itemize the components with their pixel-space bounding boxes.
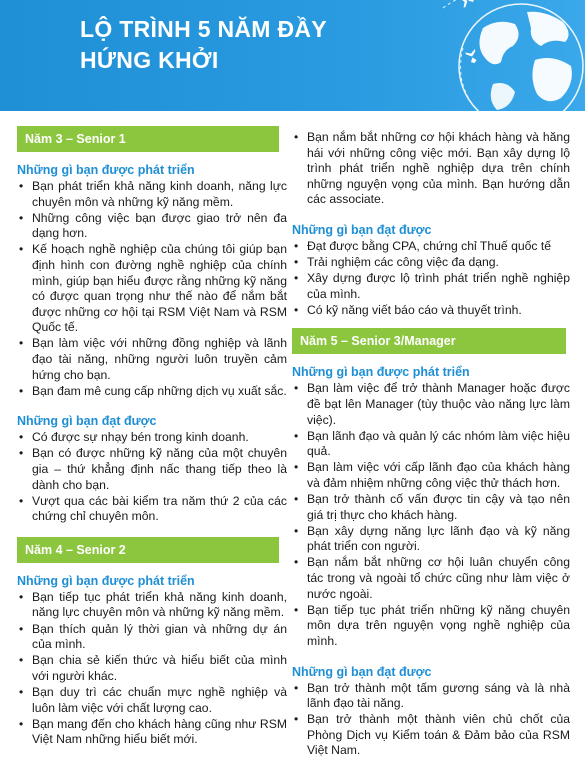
list-item: • Bạn tiếp tục phát triển khả năng kinh doanh, năng lực chuyên môn và những kỹ năng mềm. [17, 590, 287, 621]
year3-grow-heading: Những gì bạn được phát triển [17, 163, 195, 177]
globe-icon [423, 0, 585, 111]
year3-banner: Năm 3 – Senior 1 [17, 126, 279, 152]
list-item: • Những công việc bạn được giao trở nên đa dạng hơn. [17, 211, 287, 242]
year5-gain-heading: Những gì bạn đạt được [292, 664, 432, 679]
year3-grow-list [17, 179, 287, 399]
list-item: • Bạn làm việc với những đồng nghiệp và lãnh đạo tài năng, những người luôn truyền cảm hứng cho bạn. [17, 336, 287, 383]
list-item: • Bạn lãnh đạo và quản lý các nhóm làm việc hiệu quả. [292, 429, 570, 460]
list-item: • Có được sự nhạy bén trong kinh doanh. [17, 430, 287, 446]
list-item: • Bạn trở thành cố vấn được tin cậy và tạo nên giá trị thực cho khách hàng. [292, 492, 570, 523]
year4-gain-heading: Những gì bạn đạt được [292, 222, 432, 237]
year4-gain-list [292, 239, 570, 318]
year4-banner: Năm 4 – Senior 2 [17, 537, 279, 563]
year4-grow-list [17, 590, 287, 748]
list-item: • Bạn xây dựng năng lực lãnh đạo và kỹ năng phát triển con người. [292, 524, 570, 555]
list-item: • Bạn duy trì các chuẩn mực nghề nghiệp và luôn làm việc với chất lượng cao. [17, 685, 287, 716]
list-item: • Đạt được bằng CPA, chứng chỉ Thuế quốc tế [292, 239, 570, 255]
list-item: • Vượt qua các bài kiểm tra năm thứ 2 của các chứng chỉ chuyên môn. [17, 494, 287, 525]
list-item: • Bạn trở thành một tấm gương sáng và là nhà lãnh đạo tài năng. [292, 681, 570, 712]
year5-gain-list [292, 681, 570, 759]
year5-grow-heading: Những gì bạn được phát triển [292, 365, 470, 380]
page-title [80, 14, 480, 76]
list-item: • Bạn làm việc để trở thành Manager hoặc được đề bạt lên Manager (tùy thuộc vào năng lực làm việc). [292, 381, 570, 428]
year4-grow-list-continued [292, 130, 570, 208]
list-item: • Xây dựng được lộ trình phát triển nghề nghiệp của mình. [292, 271, 570, 302]
year3-gain-heading: Những gì bạn đạt được [17, 414, 157, 429]
list-item: • Bạn làm việc với cấp lãnh đạo của khách hàng và đảm nhiệm những công việc thử thách hơn. [292, 460, 570, 491]
year5-banner: Năm 5 – Senior 3/Manager [292, 328, 566, 354]
list-item: • Bạn nắm bắt những cơ hội khách hàng và hăng hái với những công việc mới. Bạn xây dựng lộ trình phát triển nghề nghiệp dựa trên chính những nguyện vọng của mình. Bạn hướng dẫn các associate. [292, 130, 570, 208]
right-column [292, 126, 570, 760]
list-item: • Bạn mang đến cho khách hàng cũng như RSM Việt Nam những hiểu biết mới. [17, 717, 287, 748]
year4-grow-heading: Những gì bạn được phát triển [17, 573, 195, 588]
list-item: • Bạn tiếp tục phát triển những kỹ năng chuyên môn dựa trên nguyện vọng nghề nghiệp của mình. [292, 603, 570, 650]
header-banner [0, 0, 585, 111]
title-line-1: LỘ TRÌNH 5 NĂM ĐẦY [80, 16, 327, 42]
list-item: • Bạn có được những kỹ năng của một chuyên gia – thứ khẳng định nấc thang tiếp theo là dành cho bạn. [17, 446, 287, 493]
list-item: • Bạn trở thành một thành viên chủ chốt của Phòng Dịch vụ Kiểm toán & Đảm bảo của RSM Việt Nam. [292, 712, 570, 759]
list-item: • Bạn nắm bắt những cơ hội luân chuyển công tác trong và ngoài tổ chức cũng như làm việc ở nước ngoài. [292, 555, 570, 602]
list-item: • Trải nghiệm các công việc đa dạng. [292, 255, 570, 271]
list-item: • Bạn thích quản lý thời gian và những dự án của mình. [17, 622, 287, 653]
list-item: • Bạn chia sẻ kiến thức và hiểu biết của mình với người khác. [17, 653, 287, 684]
year3-gain-list [17, 430, 287, 525]
list-item: • Bạn đam mê cung cấp những dịch vụ xuất sắc. [17, 384, 287, 400]
list-item: • Có kỹ năng viết báo cáo và thuyết trình. [292, 303, 570, 319]
year5-grow-list [292, 381, 570, 649]
title-line-2: HỨNG KHỞI [80, 47, 219, 73]
list-item: • Kế hoạch nghề nghiệp của chúng tôi giúp bạn định hình con đường nghề nghiệp của chính mình, giúp bạn hiểu được rằng những kỹ năng có được quan trọng như thế nào để nắm bắt được những cơ hội tại RSM Việt Nam và RSM Quốc tế. [17, 242, 287, 336]
list-item: • Bạn phát triển khả năng kinh doanh, năng lực chuyên môn và những kỹ năng mềm. [17, 179, 287, 210]
left-column [17, 126, 287, 748]
